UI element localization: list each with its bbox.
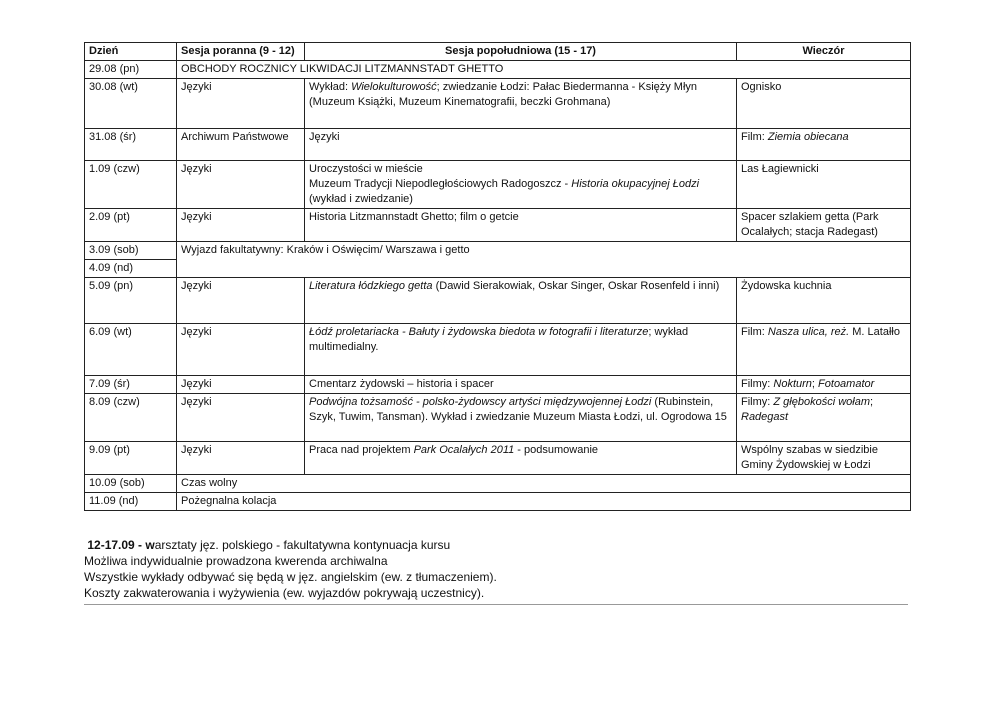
day-cell: 11.09 (nd) bbox=[85, 493, 177, 511]
day-cell: 29.08 (pn) bbox=[85, 61, 177, 79]
text: (Rubinstein, Szyk, Tuwim, Tansman). Wykład i zwiedzanie Muzeum Miasta Łodzi, ul. Ogrodowa 15 bbox=[309, 396, 727, 423]
morning-cell: Języki bbox=[177, 324, 305, 376]
evening-cell bbox=[737, 324, 911, 376]
afternoon-cell: Historia Litzmannstadt Ghetto; film o getcie bbox=[305, 209, 737, 242]
header-day: Dzień bbox=[85, 43, 177, 61]
afternoon-cell: Cmentarz żydowski – historia i spacer bbox=[305, 376, 737, 394]
event-span-cell: Wyjazd fakultatywny: Kraków i Oświęcim/ Warszawa i getto bbox=[177, 242, 911, 278]
italic-title: Radegast bbox=[741, 411, 789, 423]
divider bbox=[84, 604, 908, 605]
morning-cell: Archiwum Państwowe bbox=[177, 129, 305, 161]
note-workshops bbox=[84, 537, 910, 553]
afternoon-cell: Języki bbox=[305, 129, 737, 161]
text: Filmy: bbox=[741, 396, 774, 408]
text: ; bbox=[811, 378, 819, 390]
evening-cell: Ognisko bbox=[737, 79, 911, 129]
day-cell: 10.09 (sob) bbox=[85, 475, 177, 493]
morning-cell: Języki bbox=[177, 79, 305, 129]
evening-cell: Żydowska kuchnia bbox=[737, 278, 911, 324]
italic-title: Literatura łódzkiego getta bbox=[309, 280, 433, 292]
afternoon-cell bbox=[305, 278, 737, 324]
evening-cell: Wspólny szabas w siedzibie Gminy Żydowskiej w Łodzi bbox=[737, 442, 911, 475]
italic-title: Z głębokości wołam bbox=[773, 396, 870, 408]
header-afternoon: Sesja popołudniowa (15 - 17) bbox=[305, 43, 737, 61]
day-cell: 9.09 (pt) bbox=[85, 442, 177, 475]
table-row bbox=[85, 394, 911, 442]
note-archive: Możliwa indywidualnie prowadzona kwerenda archiwalna bbox=[84, 554, 388, 568]
text-line: Uroczystości w mieście bbox=[309, 163, 423, 175]
text: Muzeum Tradycji Niepodległościowych Radogoszcz - bbox=[309, 178, 572, 190]
header-row bbox=[85, 43, 911, 61]
day-cell: 30.08 (wt) bbox=[85, 79, 177, 129]
table-row bbox=[85, 493, 911, 511]
evening-cell bbox=[737, 394, 911, 442]
day-cell: 6.09 (wt) bbox=[85, 324, 177, 376]
evening-cell: Las Łagiewnicki bbox=[737, 161, 911, 209]
table-row bbox=[85, 376, 911, 394]
header-morning: Sesja poranna (9 - 12) bbox=[177, 43, 305, 61]
day-cell: 2.09 (pt) bbox=[85, 209, 177, 242]
text: Praca nad projektem bbox=[309, 444, 414, 456]
morning-cell: Języki bbox=[177, 278, 305, 324]
notes-block bbox=[84, 537, 910, 601]
morning-cell: Czas wolny bbox=[177, 475, 911, 493]
italic-title: Podwójna tożsamość - polsko-żydowscy artyści międzywojennej Łodzi bbox=[309, 396, 652, 408]
schedule-table bbox=[84, 42, 911, 511]
table-row bbox=[85, 242, 911, 260]
morning-cell: Języki bbox=[177, 442, 305, 475]
italic-title: Nokturn bbox=[773, 378, 812, 390]
table-row bbox=[85, 475, 911, 493]
text: ; wykład multimedialny. bbox=[309, 326, 689, 353]
text: ; bbox=[869, 396, 874, 408]
evening-cell bbox=[737, 376, 911, 394]
day-cell: 1.09 (czw) bbox=[85, 161, 177, 209]
morning-cell: Języki bbox=[177, 394, 305, 442]
event-span-cell: OBCHODY ROCZNICY LIKWIDACJI LITZMANNSTADT GHETTO bbox=[177, 61, 911, 79]
table-row bbox=[85, 278, 911, 324]
text: Wykład: bbox=[309, 81, 352, 93]
text: (Dawid Sierakowiak, Oskar Singer, Oskar Rosenfeld i inni) bbox=[432, 280, 720, 292]
day-cell: 3.09 (sob) bbox=[85, 242, 177, 260]
table-row bbox=[85, 161, 911, 209]
table-row bbox=[85, 129, 911, 161]
morning-cell: Języki bbox=[177, 161, 305, 209]
evening-cell bbox=[737, 129, 911, 161]
afternoon-cell bbox=[305, 442, 737, 475]
text: M. Latałło bbox=[849, 326, 900, 338]
note-costs: Koszty zakwaterowania i wyżywienia (ew. wyjazdów pokrywają uczestnicy). bbox=[84, 586, 485, 600]
day-cell: 5.09 (pn) bbox=[85, 278, 177, 324]
note-language: Wszystkie wykłady odbywać się będą w jęz. angielskim (ew. z tłumaczeniem). bbox=[84, 570, 497, 584]
text: ; zwiedzanie Łodzi: Pałac Biedermanna - Księży Młyn (Muzeum Książki, Muzeum Kinematografii, beczki Grohmana) bbox=[309, 81, 698, 108]
text: - podsumowanie bbox=[514, 444, 599, 456]
table-row bbox=[85, 79, 911, 129]
italic-title: Nasza ulica, reż. bbox=[767, 326, 850, 338]
day-cell: 8.09 (czw) bbox=[85, 394, 177, 442]
afternoon-cell bbox=[305, 79, 737, 129]
day-cell: 7.09 (śr) bbox=[85, 376, 177, 394]
italic-title: Ziemia obiecana bbox=[767, 131, 849, 143]
morning-cell: Języki bbox=[177, 376, 305, 394]
table-row bbox=[85, 324, 911, 376]
afternoon-cell bbox=[305, 324, 737, 376]
table-row bbox=[85, 442, 911, 475]
italic-title: Historia okupacyjnej Łodzi bbox=[571, 178, 700, 190]
text: (wykład i zwiedzanie) bbox=[309, 193, 413, 205]
note-text: arsztaty jęz. polskiego - fakultatywna kontynuacja kursu bbox=[154, 538, 451, 552]
table-row bbox=[85, 61, 911, 79]
evening-cell: Spacer szlakiem getta (Park Ocalałych; stacja Radegast) bbox=[737, 209, 911, 242]
italic-title: Wielokulturowość bbox=[351, 81, 437, 93]
text: Film: bbox=[741, 326, 768, 338]
text: Filmy: bbox=[741, 378, 774, 390]
afternoon-cell bbox=[305, 394, 737, 442]
italic-title: Park Ocalałych 2011 bbox=[413, 444, 515, 456]
header-evening: Wieczór bbox=[737, 43, 911, 61]
day-cell: 31.08 (śr) bbox=[85, 129, 177, 161]
italic-title: Fotoamator bbox=[818, 378, 875, 390]
italic-title: Łódź proletariacka - Bałuty i żydowska biedota w fotografii i literaturze bbox=[309, 326, 649, 338]
text: Film: bbox=[741, 131, 768, 143]
day-cell: 4.09 (nd) bbox=[85, 260, 177, 278]
afternoon-cell bbox=[305, 161, 737, 209]
morning-cell: Języki bbox=[177, 209, 305, 242]
note-bold-date: 12-17.09 - w bbox=[87, 538, 155, 552]
table-row bbox=[85, 209, 911, 242]
event-span-cell: Pożegnalna kolacja bbox=[177, 493, 911, 511]
